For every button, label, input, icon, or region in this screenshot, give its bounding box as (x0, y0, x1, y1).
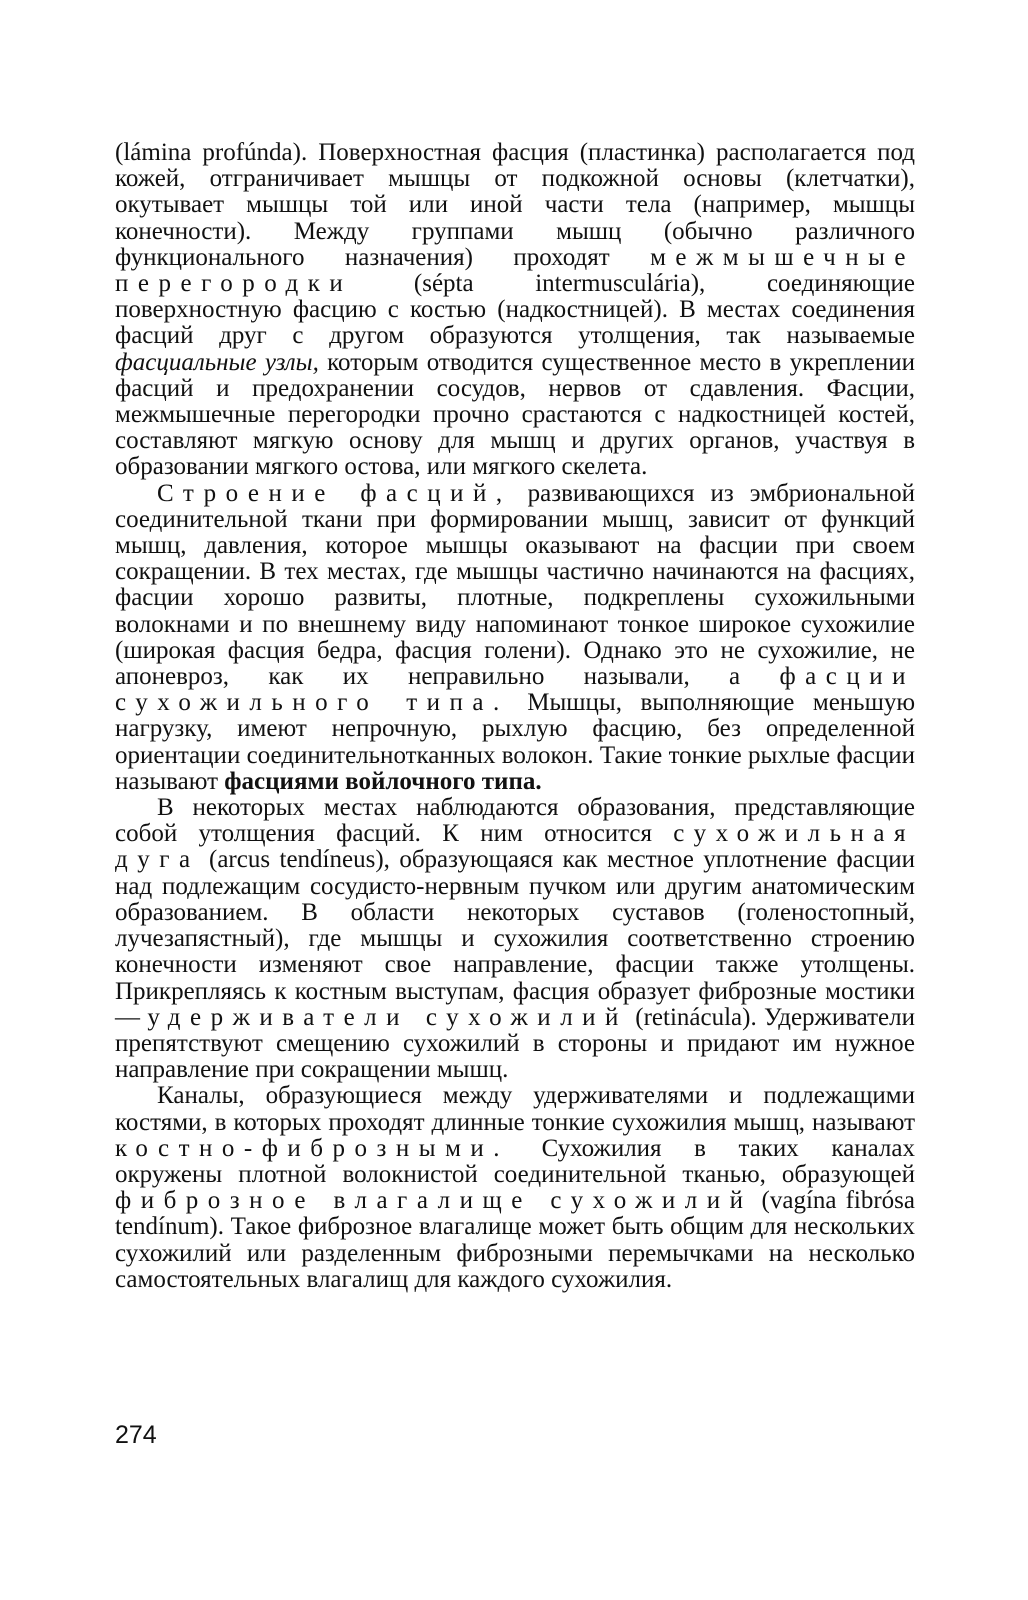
text-span: которым отводится существенное место в укреплении фасций и предохранении сосудов, нервов от сдавления. Фасции, межмышечные перегородки прочно срастаются с надкостницей костей, составляют мягкую основу для мышц и других органов, участвуя в образовании мягкого остова, или мягкого скелета. (115, 348, 915, 481)
text-span: (vagína fibrósa tendínum). Такое фиброзное влагалище может быть общим для нескольких сухожилий или разделенным фиброзными перемычками на несколько самостоятельных влагалищ для каждого сухожилия. (115, 1187, 915, 1293)
text-span: Сухожилия в таких каналах окружены плотной волокнистой соединительной тканью, образующей (115, 1134, 915, 1188)
spaced-term: удерживатели сухожилий (147, 1003, 628, 1031)
spaced-term: костно-фиброзными. (115, 1134, 510, 1162)
spaced-term: фасции сухожильного типа. (115, 663, 915, 717)
text-span: (arcus tendíneus), образующаяся как местное уплотнение фасции над подлежащим сосудисто-нервным пучком или другим анатомическим образованием. В области некоторых суставов (голеностопный, лучезапястный), где мышцы и сухожилия соответственно строению конечности изменяют свое направление, фасции также утолщены. Прикрепляясь к костным выступам, фасция образует фиброзные мостики — (115, 846, 915, 1031)
text-span: (retinácula). Удерживатели препятствуют смещению сухожилий в стороны и придают им нужное направление при сокращении мышц. (115, 1003, 915, 1084)
spaced-term: сухожильная дуга (115, 820, 915, 874)
text-span: развивающихся из эмбриональной соединительной ткани при формировании мышц, зависит от функций мышц, давления, которое мышцы оказывают на фасции при своем сокращении. В тех местах, где мышцы частично начинаются на фасциях, фасции хорошо развиты, плотные, подкреплены сухожильными волокнами и по внешнему виду напоминают тонкое широкое сухожилие (широкая фасция бедра, фасция голени). Однако это не сухожилие, не апоневроз, как их неправильно называли, а (115, 479, 916, 691)
spaced-term: Строение фасций, (157, 479, 512, 507)
paragraph-1 (115, 140, 915, 481)
text-span: (sépta intermusculária), соединяющие поверхностную фасцию с костью (надкостницей). В местах соединения фасций друг с другом образуются утолщения, так называемые (115, 270, 915, 350)
paragraph-2 (115, 481, 915, 795)
text-span: (lámina profúnda). Поверхностная фасция (пластинка) располагается под кожей, отграничивает мышцы от подкожной основы (клетчатки), окутывает мышцы той или иной части тела (например, мышцы конечности). Между группами мышц (обычно различного функционального назначения) проходят (115, 139, 915, 271)
spaced-term: межмышечные перегородки (115, 243, 915, 298)
text-span: В некоторых местах наблюдаются образования, представляющие собой утолщения фасций. К ним относится (115, 794, 915, 848)
spaced-term: фиброзное влагалище сухожилий (115, 1187, 753, 1215)
paragraph-3 (115, 795, 915, 1083)
bold-term: фасциями войлочного типа. (224, 767, 542, 795)
page-number: 274 (115, 1421, 157, 1449)
paragraph-4 (115, 1083, 915, 1293)
text-span: Каналы, образующиеся между удерживателями и подлежащими костями, в которых проходят длинные тонкие сухожилия мышц, называют (115, 1082, 915, 1136)
italic-term: фасциальные узлы, (115, 348, 319, 376)
text-span: Мышцы, выполняющие меньшую нагрузку, имеют непрочную, рыхлую фасцию, без определенной ориентации соединительнотканных волокон. Такие тонкие рыхлые фасции называют (115, 689, 915, 795)
page-body (115, 140, 915, 1293)
